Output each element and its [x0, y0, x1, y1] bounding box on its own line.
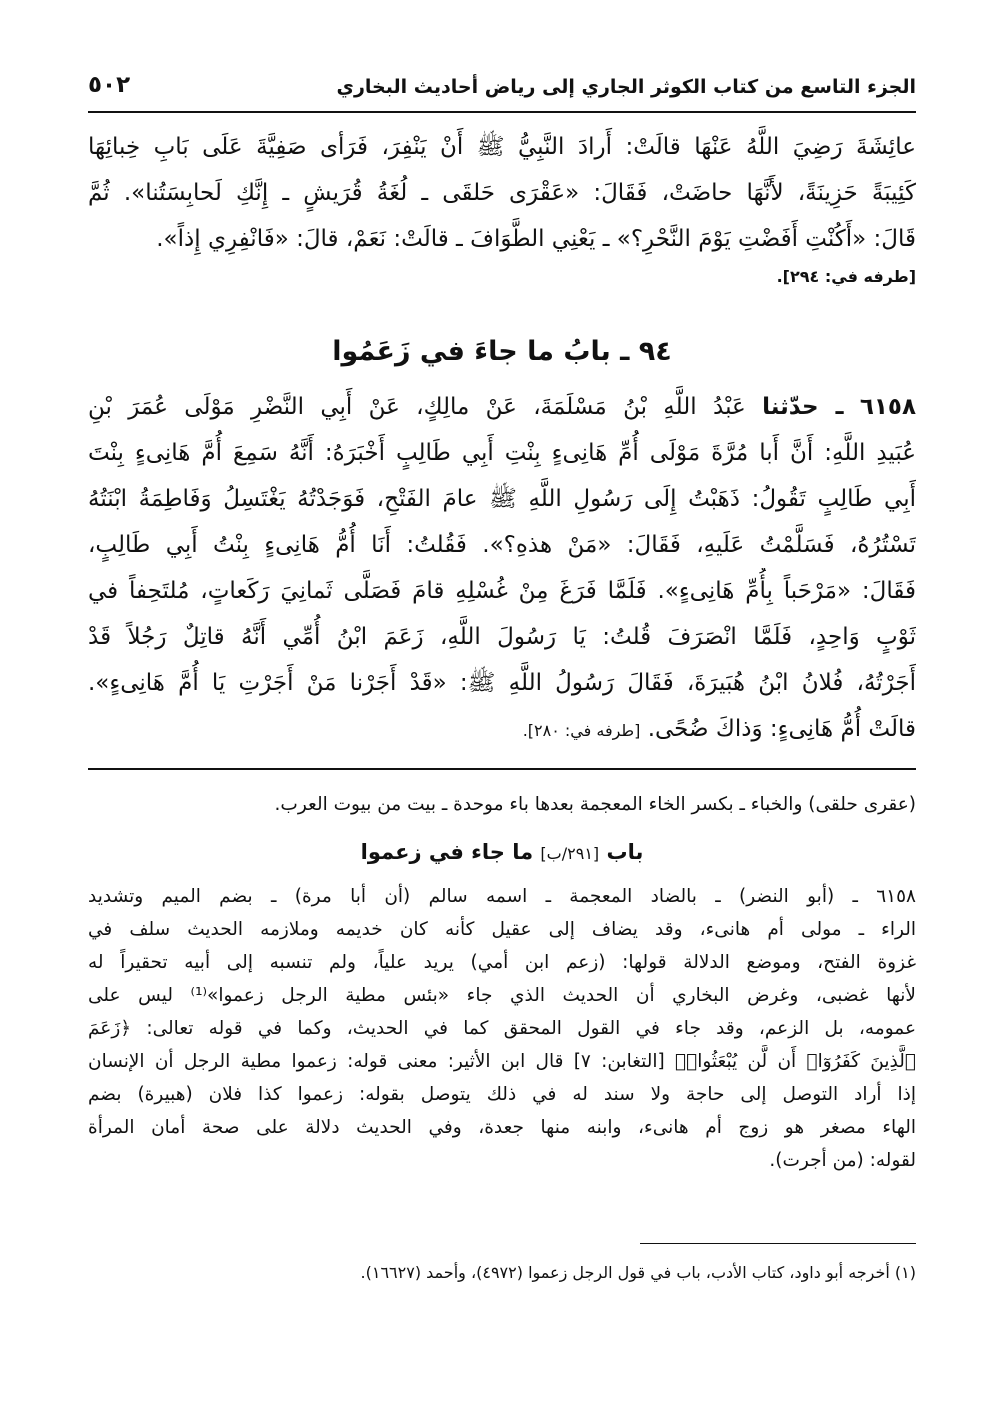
- manuscript-ref: [٢٩١/ب]: [540, 844, 600, 863]
- header-rule: [88, 111, 916, 113]
- hadith-continuation: [88, 124, 916, 292]
- commentary-line: عمومه، بل الزعم، وقد جاء في القول المحقق كما في الحديث، وكما في قوله تعالى: ﴿زَعَمَ: [88, 1018, 916, 1039]
- page-number: ٥٠٢: [88, 72, 131, 98]
- commentary-intro: [88, 788, 916, 821]
- text-line: عُبَيدِ اللَّهِ: أَنَّ أَبا مُرَّةَ مَوْلَى أُمِّ هَانِىءٍ بِنْتِ أَبِي طَالِبٍ أَخْبَرَهُ: أَنَّهُ سَمِعَ أُمَّ هَانِىءٍ بِنْتَ: [88, 440, 916, 466]
- commentary-line: ٱلَّذِينَ كَفَرُوٓا۟ أَن لَّن يُبْعَثُوا۟﴾ [التغابن: ٧] قال ابن الأثير: معنى قوله: زعموا مطية الرجل أن الإنسان: [88, 1051, 916, 1072]
- chapter-heading: [88, 336, 916, 367]
- commentary-separator: [88, 768, 916, 770]
- running-header: [88, 66, 916, 106]
- text-line: أَبِي طَالِبٍ تَقُولُ: ذَهَبْتُ إِلَى رَسُولِ اللَّهِ ﷺ عامَ الفَتْحِ، فَوَجَدْتُهُ يَغْتَسِلُ وَفَاطِمَةُ ابْنَتُهُ: [88, 486, 916, 512]
- chapter-number: ٩٤: [638, 336, 672, 367]
- commentary-line: لأنها غضبى، وغرض البخاري أن الحديث الذي جاء «بئس مطية الرجل زعموا»⁽¹⁾ ليس على: [88, 985, 916, 1006]
- commentary-heading: [88, 840, 916, 864]
- commentary-body: [88, 880, 916, 1177]
- text-line: قَالَ: «أَكُنْتِ أَفَضْتِ يَوْمَ النَّحْرِ؟» ـ يَعْنِي الطَّوَافَ ـ قالَتْ: نَعَمْ، قالَ: «فَانْفِرِي إِذاً».: [156, 226, 916, 252]
- cross-reference: [طرفه في: ٢٨٠].: [522, 721, 641, 740]
- text-span: عَبْدُ اللَّهِ بْنُ مَسْلَمَةَ، عَنْ مالِكٍ، عَنْ أَبِي النَّضْرِ مَوْلَى عُمَرَ بْنِ: [88, 394, 746, 420]
- heading-title: ما جاء في زعموا: [360, 840, 534, 864]
- hadith-main: [88, 384, 916, 752]
- text-line: أَجَرْتُهُ، فُلانُ ابْنُ هُبَيرَةَ، فَقَالَ رَسُولُ اللَّهِ ﷺ: «قَدْ أَجَرْنا مَنْ أَجَرْتِ يَا أُمَّ هَانِىءٍ».: [88, 670, 916, 696]
- commentary-line: الهاء مصغر هو زوج أم هانىء، وابنه منها جعدة، وفي الحديث دلالة على صحة أمان المرأة: [88, 1117, 916, 1138]
- text-line: فَقَالَ: «مَرْحَباً بِأُمِّ هَانِىءٍ». فَلَمَّا فَرَغَ مِنْ غُسْلِهِ قامَ فَصَلَّى ثَمانِيَ رَكَعاتٍ، مُلتَحِفاً في: [88, 578, 916, 604]
- commentary-line: لقوله: (من أجرت).: [769, 1150, 916, 1171]
- text-span: قالَتْ أُمُّ هَانِىءٍ: وَذاكَ ضُحًى.: [647, 716, 916, 742]
- commentary-line: الراء ـ مولى أم هانىء، وقد يضاف إلى عقيل كأنه كان خديمه وملازمه الحديث سلف في: [88, 919, 916, 940]
- text-line: [88, 706, 916, 752]
- commentary-line: غزوة الفتح، وموضع الدلالة قولها: (زعم ابن أمي) يريد علياً، ولم تنسبه إلى أبيه تحقيراً له: [88, 952, 916, 973]
- footnote-rule: [640, 1243, 916, 1244]
- chapter-title: ـ بابُ ما جاءَ في زَعَمُوا: [332, 336, 630, 367]
- footnote: (١) أخرجه أبو داود، كتاب الأدب، باب في قول الرجل زعموا (٤٩٧٢)، وأحمد (١٦٦٢٧).: [360, 1263, 916, 1282]
- header-title: الجزء التاسع من كتاب الكوثر الجاري إلى رياض أحاديث البخاري: [336, 76, 916, 98]
- text-line: تَسْتُرُهُ، فَسَلَّمْتُ عَلَيهِ، فَقَالَ: «مَنْ هذهِ؟». فَقُلتُ: أَنَا أُمُّ هَانِىءٍ بِنْتُ أَبِي طَالِبٍ،: [88, 532, 916, 558]
- hadith-number: ٦١٥٨: [859, 394, 916, 420]
- text-line: ثَوْبٍ وَاحِدٍ، فَلَمَّا انْصَرَفَ قُلتُ: يَا رَسُولَ اللَّهِ، زَعَمَ ابْنُ أُمِّي أَنَّهُ قاتِلٌ رَجُلاً قَدْ: [88, 624, 916, 650]
- text-line: عائِشَةَ رَضِيَ اللَّهُ عَنْهَا قالَتْ: أَرادَ النَّبِيُّ ﷺ أَنْ يَنْفِرَ، فَرَأى صَفِيَّةَ عَلَى بَابِ خِبائِهَا: [88, 134, 916, 160]
- text-line: كَئِيبَةً حَزِينَةً، لأَنَّهَا حاضَتْ، فَقَالَ: «عَقْرَى حَلقَى ـ لُغَةُ قُرَيشٍ ـ إِنَّكِ لَحابِسَتُنا». ثُمَّ: [88, 180, 916, 206]
- heading-bab: باب: [606, 840, 644, 864]
- cross-reference: [طرفه في: ٢٩٤].: [776, 267, 916, 286]
- text-line: [88, 384, 916, 430]
- narration-label: ـ حدّثنا: [762, 394, 844, 420]
- commentary-line: (عقرى حلقى) والخباء ـ بكسر الخاء المعجمة بعدها باء موحدة ـ بيت من بيوت العرب.: [274, 794, 916, 815]
- commentary-line: ٦١٥٨ ـ (أبو النضر) ـ بالضاد المعجمة ـ اسمه سالم (أن أبا مرة) ـ بضم الميم وتشديد: [88, 886, 916, 907]
- commentary-line: إذا أراد التوصل إلى حاجة ولا سند له في ذلك يتوصل بقوله: زعموا كذا فلان (هبيرة) بضم: [88, 1084, 916, 1105]
